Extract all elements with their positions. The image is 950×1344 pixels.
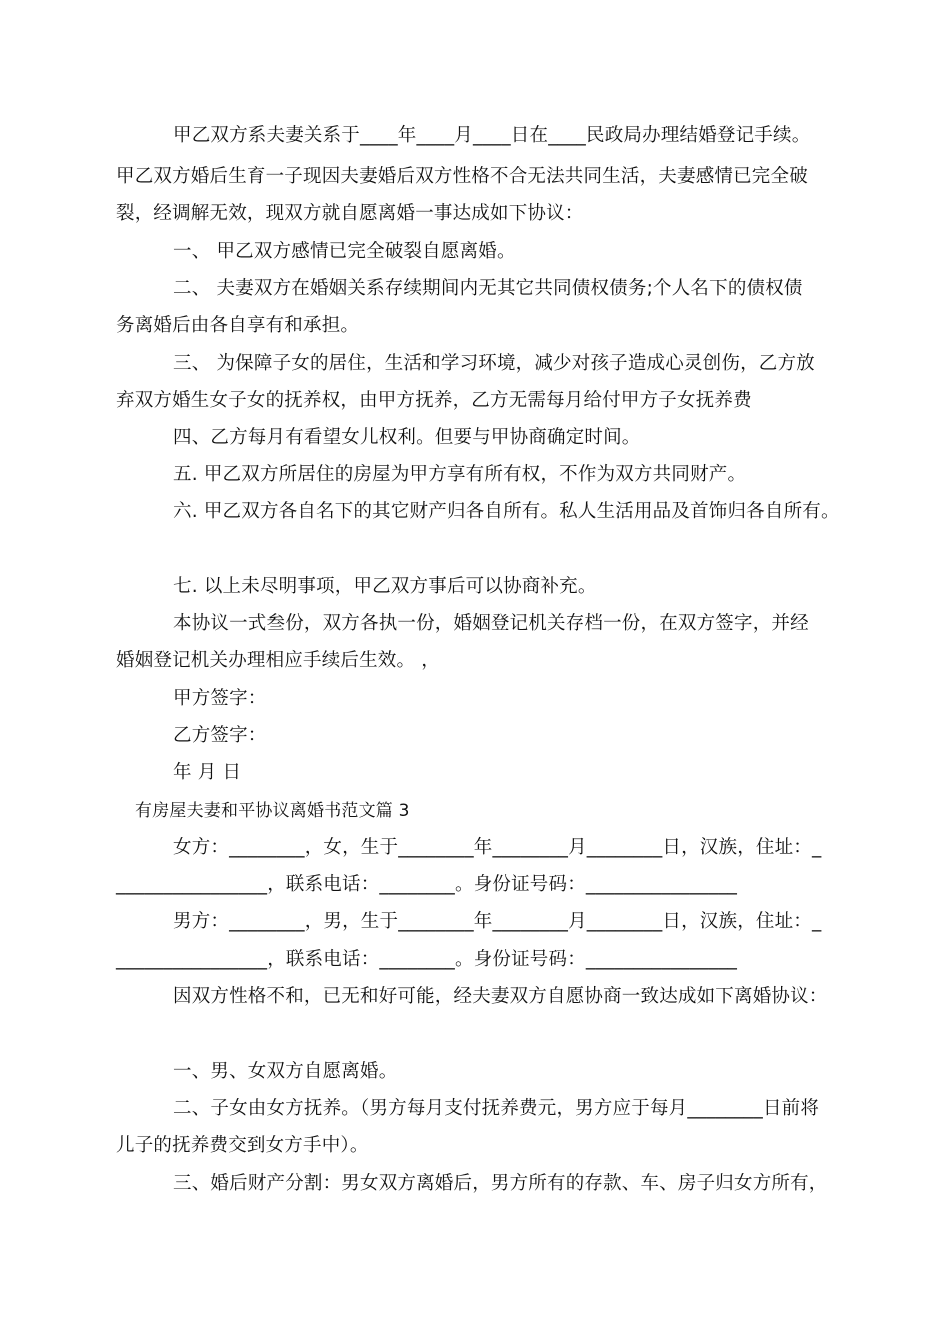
signature-party-a: 甲方签字： [173, 688, 267, 709]
agreement-clause-3: 三、婚后财产分割：男女双方离婚后，男方所有的存款、车、房子归女方所有， [173, 1173, 828, 1194]
clause-1: 一、 甲乙双方感情已完全破裂自愿离婚。 [173, 241, 516, 262]
clause-3-line1: 三、 为保障子女的居住，生活和学习环境，减少对孩子造成心灵创伤，乙方放 [173, 353, 815, 374]
male-party-line1: 男方：________，男，生于________年________月________日，汉族，住址：_ [173, 911, 822, 932]
clause-2-line2: 务离婚后由各自享有和承担。 [116, 315, 360, 336]
agreement-clause-1: 一、男、女双方自愿离婚。 [173, 1061, 398, 1082]
clause-4: 四、乙方每月有看望女儿权利。但要与甲协商确定时间。 [173, 427, 641, 448]
signature-party-b: 乙方签字： [173, 725, 267, 746]
para-background-line1: 甲乙双方婚后生育一子现因夫妻婚后双方性格不合无法共同生活，夫妻感情已完全破 [116, 166, 808, 187]
para-copies-line2: 婚姻登记机关办理相应手续后生效。 ， [116, 650, 440, 671]
clause-2-line1: 二、 夫妻双方在婚姻关系存续期间内无其它共同债权债务;个人名下的债权债 [173, 278, 803, 299]
clause-3-line2: 弃双方婚生女子女的抚养权，由甲方抚养，乙方无需每月给付甲方子女抚养费 [116, 390, 752, 411]
agreement-clause-2-line1: 二、子女由女方抚养。（男方每月支付抚养费元，男方应于每月________日前将 [173, 1098, 820, 1119]
clause-7: 七. 以上未尽明事项，甲乙双方事后可以协商补充。 [173, 576, 597, 597]
signature-date: 年 月 日 [173, 762, 242, 783]
clause-5: 五. 甲乙双方所居住的房屋为甲方享有所有权，不作为双方共同财产。 [173, 464, 747, 485]
female-party-line2: ________________，联系电话：________。身份证号码：________________ [116, 874, 738, 895]
male-party-line2: ________________，联系电话：________。身份证号码：________________ [116, 949, 738, 970]
para-copies-line1: 本协议一式叁份，双方各执一份，婚姻登记机关存档一份，在双方签字，并经 [173, 613, 809, 634]
para-marriage-registration: 甲乙双方系夫妻关系于____年____月____日在____民政局办理结婚登记手续。 [173, 125, 811, 146]
agreement-clause-2-line2: 儿子的抚养费交到女方手中）。 [116, 1135, 369, 1156]
female-party-line1: 女方：________，女，生于________年________月________日，汉族，住址：_ [173, 837, 822, 858]
agreement-intro: 因双方性格不和，已无和好可能，经夫妻双方自愿协商一致达成如下离婚协议： [173, 986, 828, 1007]
section-title: 有房屋夫妻和平协议离婚书范文篇 3 [135, 801, 410, 821]
clause-6: 六. 甲乙双方各自名下的其它财产归各自所有。私人生活用品及首饰归各自所有。 [173, 501, 840, 522]
para-background-line2: 裂，经调解无效，现双方就自愿离婚一事达成如下协议： [116, 203, 584, 224]
